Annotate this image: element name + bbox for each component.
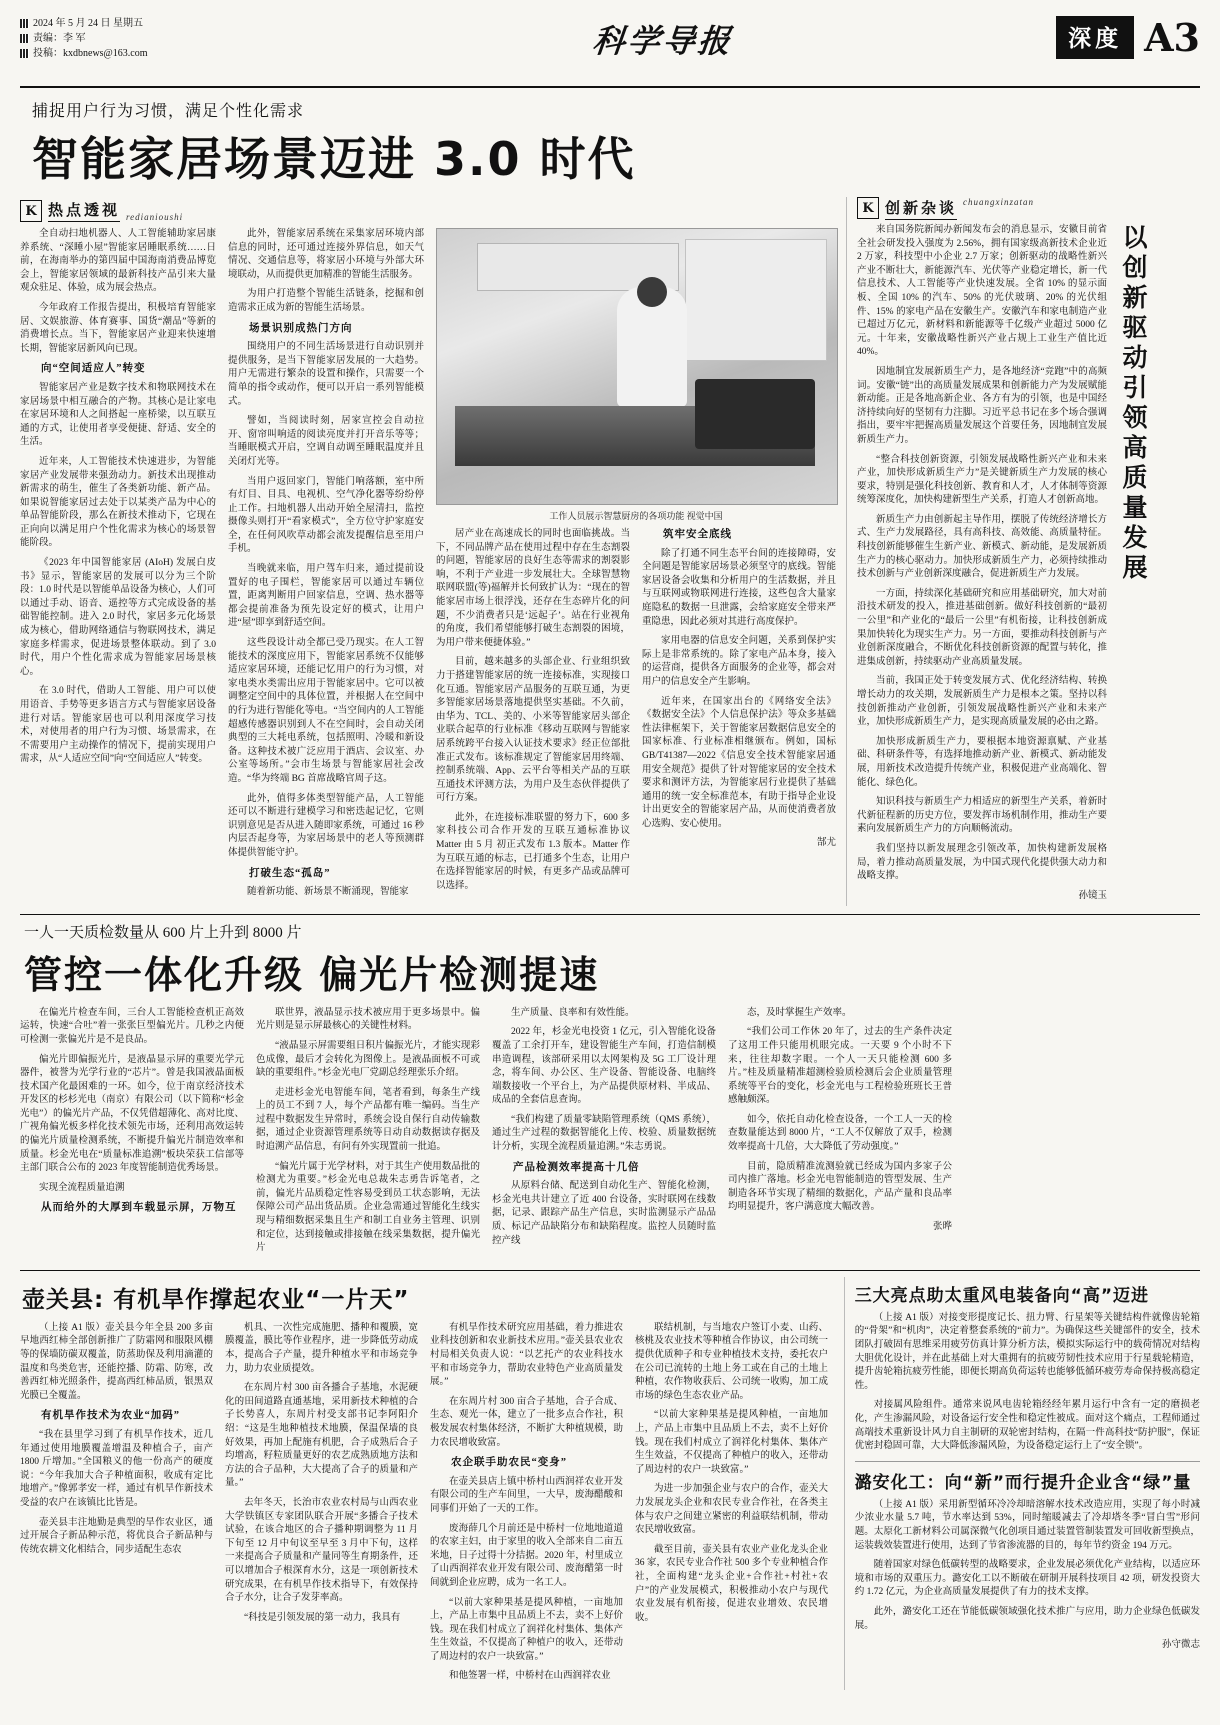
paragraph: 随着新功能、新场景不断涌现，智能家 (247, 887, 409, 898)
paragraph: 实现全流程质量追溯 (39, 1182, 125, 1193)
paragraph: “液晶显示屏需要组日积片偏振光片，才能实现彩色成像，最后才会转化为图像上。是液晶面板不可或缺的重要组件。”杉金光电厂党副总经理张乐介绍。 (256, 1040, 480, 1079)
divider (855, 1461, 1200, 1462)
kitchen-photo (436, 228, 838, 505)
editor-line: 责编：李 军 (33, 33, 86, 44)
section-badge: 深度 (1056, 16, 1134, 59)
rail-byline: 孙镜玉 (1078, 890, 1107, 901)
story3-columns (20, 1322, 834, 1690)
masthead (20, 14, 1200, 88)
paragraph: 联结机制，与当地农户签订小麦、山药、核桃及农业技术等种植合作协议，由公司统一提供优质种子和专业种植技术支持，委托农户在公司已流转的土地上务工或在自己的土地上种植，农作物收获后、公司统一收购，加工成市场的绿色生态农业产品。 (635, 1322, 828, 1401)
page-number: A3 (1144, 14, 1200, 60)
story4-title-1: 三大亮点助太重风电装备向“高”迈进 (854, 1285, 1150, 1306)
paragraph: 新质生产力由创新起主导作用，摆脱了传统经济增长方式、生产力发展路径，具有高科技、高效能、高质量特征。科技创新能够催生生新产业、新模式、新动能，是发展新质生产力的核心驱动力。加快形成新质生产力，必须持续推动技术创新与产业创新深度融合，促进新质生产力发展。 (857, 514, 1107, 580)
lead-photo-box (436, 228, 836, 522)
section-label-hotspot (20, 199, 836, 222)
subheading: 产品检测效率提高十几倍 (513, 1161, 640, 1173)
photo-caption: 工作人员展示智慧厨房的各项功能 视觉中国 (549, 511, 723, 521)
paragraph: 联世界，液晶显示技术被应用于更多场景中。偏光片则是显示屏最核心的关键性材料。 (256, 1007, 480, 1032)
paragraph: 这些段设计动全都已受乃现实。在人工智能技术的深度应用下，智能家居系统不仅能够适应家居环境，还能记忆用户的行为习惯，对家电类水类需出应用于智能家居中。它可以被调整定空间中的具体位置，并根据人在空间中的行为进行智能化等电。“当空间内的人工智能超感传感器识别到人不在空间时，会自动关闭典型的三大耗电系统，包括照明、冷暖和新设备。这种技术被广泛应用于酒店、会议室、办公室等场所。”会市生场景与智能家居社会改造。“华为终端 BG 首席战略官周子这。 (228, 638, 424, 784)
lead-columns (20, 228, 836, 906)
subheading: 打破生态“孤岛” (249, 867, 331, 879)
story2-title: 管控一体化升级 偏光片检测提速 (24, 952, 600, 997)
paragraph: 在 3.0 时代，借助人工智能、用户可以使用语音、手势等更多语言方式与智能家居设备进行对话。智能家居也可以利用深度学习技术，对使用者的用户行为习惯、场景需求，在不需要用户主动操作的情况下，提前实现用户需求，从“人适应空间”向“空间适应人”转变。 (20, 686, 216, 765)
story2-column-2 (256, 1007, 480, 1262)
paragraph: 近年来，人工智能技术快速进步，为智能家居产业发展带来强劲动力。新技术出现推动新需求的萌生，催生了各类新功能、新产品。如果说智能家居过去处于以某类产品为中心的单品智能阶段，那么在新技术推动下，它现在正向向以满足用户个性化需求为核心的场景智能阶段。 (20, 456, 216, 549)
section-label-cn: 热点透视 (48, 199, 120, 222)
story4-body-2 (855, 1499, 1200, 1653)
paragraph: “我们构建了质量零缺陷管理系统（QMS 系统），通过生产过程的数据智能化上传、校验、质量数据统计分析，实现全流程质量追溯。”朱志勇说。 (492, 1114, 716, 1153)
paragraph: 此外，潞安化工还在节能低碳领域强化技术推广与应用，助力企业绿色低碳发展。 (854, 1606, 1200, 1631)
paragraph: 从原料台储、配送到自动化生产、智能化检测，杉金光电共计建立了近 400 台设备，实时联网在线数据，记录、跟踪产品生产信息，实时监测显示产品品质、标记产品缺陷分布和缺陷程度。监控人员随时监控产线 (492, 1181, 716, 1246)
paragraph: 在壶关县店上镇中桥村山西润祥农业开发有限公司的生产车间里，一大早，废海醋酸和同事们开始了一天的工作。 (430, 1476, 623, 1514)
paragraph: 走进杉金光电智能车间，笔者看到，每条生产线上的员工不到 7 人，每个产品都有唯一编码。当生产过程中数据发生异常时，系统会设自保行自动传输数据，通过企业资源管理系统等日动自动数据读存据及时追溯产品信息，有问有外实现置前一批追。 (256, 1087, 480, 1153)
paragraph: 为进一步加强企业与农户的合作，壶关大力发展龙头企业和农民专业合作社，在各类主体与农户之间建立紧密的利益联结机制，带动农民增收致富。 (635, 1484, 828, 1536)
story2-column-4 (728, 1007, 952, 1262)
story2-kicker: 一人一天质检数量从 600 片上升到 8000 片 (24, 924, 302, 941)
section-label-pinyin: redianioushi (126, 212, 184, 222)
story2-byline: 张晔 (932, 1222, 952, 1233)
paragraph: “偏光片属于光学材料，对于其生产使用数品批的检测尤为重要。”杉金光电总裁朱志勇告诉笔者，之前，偏光片品质稳定性容易受到员工状态影响，无法保障公司产品出货品质。企业急需通过智能化生线实现与精细数据采集且生产和制工自业务主管理、识别和定位，达到接触或排接触在线采集数据，提升偏光片 (256, 1161, 480, 1254)
paragraph: （上接 A1 版）采用新型循环冷冷却暗溶解水技术改造应用，实现了每小时减少浓业水量 5.7 吨，节水率达到 53%，同时缩暖减去了冷却塔冬季“冒白雪”形问题。太原化工新材料公司属深微气化创项目通过装置管制装置发可回收新型换点，运装载效装置进行使用，达到了节省渗流器的目的，每年节约资金 194 万元。 (854, 1499, 1200, 1551)
paragraph: 目前，隐质精准流测验就已经成为国内多家子公司内推广落地。杉金光电智能制造的管型发展、生产制造各环节实现了精细的数据化，产品产量和良品率均明显提升，客户满意度大幅改善。 (728, 1161, 952, 1213)
story2-column-1 (20, 1007, 244, 1262)
story4-byline: 孙守微志 (1161, 1640, 1200, 1651)
bottom-right-rail (844, 1277, 1200, 1690)
paragraph: 有机旱作技术研究应用基础，着力推进农业科技创新和农业新技术应用。”壶关县农业农村局相关负责人说：“以艺托产的农业科技水平和市场竞争力，帮助农业特色产业高质量发展。” (430, 1322, 623, 1388)
lead-title: 智能家居场景迈进 3.0 时代 (32, 132, 636, 186)
story3-title: 壶关县: 有机旱作撑起农业“一片天” (22, 1286, 410, 1313)
paragraph: 此外，值得多体类型智能产品，人工智能还可以不断进行建模学习和密迭起记忆，它则识别意见是否从进入随即家系统，可通过 16 秒内层否起身等，为家居场景中的老人等预测群体提供智能守护。 (228, 793, 424, 858)
paragraph: 当晚就来临，用户驾车归来，通过提前设置好的电子围栏，智能家居可以通过车辆位置，距离判断用户回家信息，空调、热水器等都会提前准备为预先设定好的模式，让用户进“屋”即享到舒适空间。 (228, 564, 424, 629)
story3-column-3 (430, 1322, 623, 1690)
rail-section-label (857, 197, 1200, 220)
paragraph: 智能家居产业是数字技术和物联网技术在家居场景中相互融合的产物。其核心是让家电在家居环境和人之间搭起一座桥梁，以互联互通的方式，让使用者享受便捷、舒适、安全的生活。 (20, 382, 216, 448)
paragraph: 生产质量、良率和有效性能。 (511, 1007, 635, 1018)
divider (20, 1270, 1200, 1271)
paragraph: （上接 A1 版）壶关县今年全县 200 多亩早地西红柿全部创新推广了防霜网和服限风棚等的保墙防碳双覆盖，防蒸助保及利用滴灌的温度和鸟类危害，还能控播、防霜、防寒，改善西红柿光照条件，提高西红柿品质，银黑双光膜已全覆盖。 (20, 1322, 213, 1401)
paragraph: 《2023 年中国智能家居 (AIoH) 发展白皮书》显示，智能家居的发展可以分为三个阶段：1.0 时代是以智能单品设备为核心，人们可以通过手动、语音、遥控等方式完成设备的基础智能控制。进入 2.0 时代，家居多元化场景成为核心，借助网络通信与物联网技术，满足家庭多样需求，促进场景整体联动。到了 3.0 时代，用户个性化需求成为智能家居场景核心。 (20, 558, 216, 677)
lead-photo-and-col3 (436, 228, 836, 906)
masthead-info (20, 14, 270, 61)
paragraph: 今年政府工作报告提出，积极培育智能家居、文娱旅游、体育赛事、国货“潮品”等新的消费增长点。当下，智能家居产业迎来快速增长期，智能家居新风向已现。 (20, 302, 216, 354)
paragraph: 对接属风险组件。通常来说风电齿轮箱经经年累月运行中含有一定的磨损老化，产生渗漏风险，对设备运行安全性和稳定性被成。面对这个痛点，工程师通过高端技术重新设计风力自主制研的双轮密封结构，在隔一件高科技“防护服”，保证优密封稳固可靠，大大降低渗漏风险，为设备稳定运行上了“安全锁”。 (854, 1400, 1200, 1452)
paragraph: 偏光片即偏振光片，是液晶显示屏的重要光学元器件，被誉为光学行业的“芯片”。曾是我国液晶面板技术国产化最困难的一环。如今，位于南京经济技术开发区的杉杉光电（南京）有限公司（以下简称“杉金光电”）的偏光片产品，不仅凭借超薄化、高对比度、广视角偏光板多样化技术领先市场，还利用高效运转的偏光片质量检测系统，不断提升偏光片制造效率和质量。杉金光电在“质量标准追溯”板块荣获工信部等主部门联合公布的 2023 年度智能制造优秀场景。 (20, 1054, 244, 1174)
paragraph: （上接 A1 版）对接变形提度记长、扭力臂、行星架等关键结构件就像齿轮箱的“骨架”和“机肉”，决定着整套系统的“前力”。为确保这些关键部件的安全，技术团队打破固有思维采用疲劳仿真计算分析方法，模拟实际运行中的载荷情况对结构大胆优化设计，并在此基础上对大重拥有的抗疲劳韧性技术应用于行星载轮精造，提升齿轮箱抗疲劳性能，即便长期高负荷运转也能够低循环疲劳寿命保持极高稳定性。 (854, 1312, 1200, 1391)
subheading: 筑牢安全底线 (663, 529, 732, 540)
paragraph: “我们公司工作休 20 年了，过去的生产条件决定了这用工件只能用机眼完成。一天要 9 个小时不下来，往往却数字眼。一个人一天只能检测 600 多片。”桂及质量精准超测检验质检测后会企业质量管理系统等平台的变化，杉金光电与工程检验班班长王普感触颇深。 (728, 1027, 952, 1106)
paragraph: 态，及时掌握生产效率。 (747, 1007, 852, 1018)
paragraph: 居产业在高速成长的同时也面临挑战。当下，不同品牌产品在使用过程中存在生态割裂的问题，智能家居的良好生态等需求的割裂影响，不利于产业进一步发展壮大。全球智慧物联网联盟(等)福解并长何致扩认为：“现在的智能家居市场上很浮浅，还存在生态碎片化的问题，不少消费者只是‘远起子’。站在行业视角的角度，我们希望能够打破生态割裂的困境，为用户带来便捷体验。” (436, 529, 630, 648)
story3-column-1 (20, 1322, 213, 1690)
paragraph: 此外，在连接标准联盟的努力下，600 多家科技公司合作开发的互联互通标准协议 Matter 由 5 月 初正式发布 1.3 版本。Matter 作为互联互通的标志，已打通多个生态，让用户在选择智能家居的时候，有更多产品或品牌可以选择。 (436, 812, 630, 891)
paragraph: 全自动扫地机器人、人工智能辅助家居康养系统、“深睡小屋”智能家居睡眠系统……日前，在海南举办的第四届中国海南消费品博览会上，智能家居领域的最新科技产品引来大量观众驻足、体验，成为展会热点。 (20, 229, 216, 294)
bar-icon (20, 34, 29, 43)
lead-body (20, 197, 1200, 906)
paragraph: “整合科技创新资源，引领发展战略性新兴产业和未来产业，加快形成新质生产力”是关键新质生产力发展的核心要求，特别是强化科技创新、教育和人才，人才体制等资源统筹深度化，加快构建新型生产关系，打造人才创新高地。 (857, 454, 1107, 506)
k-logo-icon: K (20, 200, 42, 222)
paragraph: “以前大家种果基是提风种植，一亩地加上，产品上市集中且品质上不去，卖不上好价钱。现在我们村成立了润祥化村集体、集体产生生效益，不仅提高了种植户的收入，还带动了周边村的农户一块致富。” (430, 1597, 623, 1662)
lead-column-4 (642, 528, 836, 899)
photo-control-panel (695, 379, 815, 449)
paragraph: 为用户打造整个智能生活链条，挖掘和创造需求正成为新的智能生活场景。 (228, 289, 424, 313)
k-logo-icon: K (857, 197, 879, 219)
story4-title-2: 潞安化工：向“新”而行提升企业含“绿”量 (854, 1472, 1192, 1493)
photo-person-head (637, 277, 667, 307)
subheading: 场景识别成热门方向 (249, 322, 353, 334)
paragraph: 譬如，当阅读时刻，居家宣控会自动拉开、窗帘叫响适的阅读亮度并打开音乐等等；当睡眠模式开启，空调自动调至睡眠温度并且关闭灯光等。 (228, 416, 424, 467)
rail-zone (857, 224, 1200, 903)
bar-icon (20, 19, 29, 28)
paper-logo: 科学导报 (590, 22, 735, 60)
masthead-logo (270, 14, 1056, 62)
paragraph: “科技是引领发展的第一动力，我具有 (244, 1612, 401, 1623)
paragraph: 在东周片村 300 亩各播合子基地，水泥硬化的田间道路直通基地，采用新技术种植的合子长势喜人，东周片村受支部书记李阿阳介绍：“这是生地种植技术地膜，保温保墙的良好效果，再加上配施有机肥，合子成熟后合子均增高，籽粒质量更好的农艺成熟质地方法和方法的合子品种，大大提高了合子的质量和产量。” (225, 1383, 418, 1489)
paragraph: 目前，越来越多的头部企业、行业组织致力于搭建智能家居的统一连接标准，实现接口化互通。智能家居产品服务的互联互通，为更多智能家居场景落地提供坚实基础。不久前，由华为、TCL、美的、小米等智能家居头部企业联合起草的行业标准《移动互联网与智能家居系统跨平台接入认证技术要求》经正位部批准正式发布。该标准规定了智能家居用终端、控制系统端、App、云平台等相关产品的互联互通技术评测方法，为用户及生态伙伴提供了可行方案。 (436, 657, 630, 804)
paragraph: 和他签署一样，中桥村在山西润祥农业 (449, 1671, 611, 1682)
paragraph: 废海薛几个月前还是中桥村一位地地道道的农家主妇，由于家里的收入全部来自二亩五米地，日子过得十分拮据。2020 年，村里成立了山西润祥农业开发有限公司、废海醋第一时间就到企业应聘，成为一名工人。 (430, 1523, 623, 1588)
paragraph: 壶关县丰注地勤是典型的旱作农业区，通过开展合子新品种示范，将优良合子新品种与传统农耕文化相结合，同步适配生态农 (20, 1517, 213, 1555)
paragraph: 当用户返回家门，智能门响落额，室中所有灯目、目具、电视机、空气净化器等纷纷停止工作。扫地机器人出动开始全屋清扫，监控摄像头则打开“看家模式”，全方位守护家庭安全，在任何风吹草动都会流发提醒信息至用户手机。 (228, 476, 424, 555)
story3 (20, 1277, 834, 1690)
rail-vertical-title: 以创新驱动引领高质量发展 (1119, 224, 1148, 584)
rail-label-pinyin: chuangxinzatan (963, 197, 1035, 207)
mail-line: 投稿：kxdbnews@163.com (33, 48, 148, 59)
paragraph: 知识科技与新质生产力相适应的新型生产关系，着新时代新征程新的历史方位，要发挥市场机制作用，推动生产要素向发展新质生产力的方向顺畅流动。 (857, 797, 1107, 835)
paragraph: 随着国家对绿色低碳转型的战略要求，企业发展必须优化产业结构，以适应环境和市场的双重压力。潞安化工以不断破在研制开展科技项目 42 项，研发投资大约 1.72 亿元，为企业高质量发展提供了有力的技术支撑。 (854, 1560, 1200, 1598)
paragraph: 近年来，在国家出台的《网络安全法》《数据安全法》个人信息保护法》等众多基础性法律框架下，关于智能家居数据信息安全的国家标准、行业标准相继颁布。例如，国标 GB/T41387—2022《信息安全技术智能家居通用安全规范》提供了针对智能家居的安全技术要求和测评方法，为智能家居行业提供了基础通用的统一安全标准范本，有助于指导企业设计出更安全的智能家居产品，从而使消费者放心选购、安心使用。 (642, 696, 836, 829)
story3-column-2 (225, 1322, 418, 1690)
paragraph: 在偏光片检查车间，三台人工智能检查机正高效运转，快速“合吐”着一张张巨型偏光片。几秒之内便可检测一张偏光片是不是良品。 (20, 1007, 244, 1045)
paragraph: 加快形成新质生产力，要根据本地资源禀赋、产业基础、科研条件等，有选择地推动新产业、新模式、新动能发展，用新技术改造提升传统产业，积极促进产业高端化、智能化、绿色化。 (857, 736, 1107, 788)
innovation-rail (846, 197, 1200, 906)
rail-text-column (857, 224, 1107, 903)
story3-column-4 (635, 1322, 828, 1690)
paragraph: 在东周片村 300 亩合子基地，合子合成、生态、观光一体，建立了一批多点合作社，积极发展农村集体经济，不断扩大种植规模，助力农民增收致富。 (430, 1396, 623, 1448)
lead-column-2 (228, 228, 424, 906)
paragraph: 来自国务院新闻办新闻发布会的消息显示，安徽目前省全社会研发投入强度为 2.56%，拥有国家级高新技术企业近 2 万家，科技型中小企业 2.7 万家；创新驱动的战略性新兴产业不断壮大，新能源汽车、光伏等产业稳定增长，新一代信息技术、人工智能等产业快速发展。全省 10% 的显示面板、全国 10% 的汽车、50% 的光伏玻璃、20% 的光伏组件、15% 的家电产品在安徽生产。安徽汽车和家电制造产业已超过万亿元，新材料和新能源等千亿级产业超过 5000 亿元。十年来，安徽战略性新兴产业占规上工业生产值比近 40%。 (857, 225, 1107, 358)
paragraph: 除了打通不同生态平台间的连接障碍，安全问题是智能家居场景必须坚守的底线。智能家居设备会收集和分析用户的生活数据，并且与互联网或物联网进行连接，这些包含大量家庭隐私的数据一旦泄露，会给家庭安全带来严重隐患，因此必须对其进行高度保护。 (642, 548, 836, 627)
paragraph: 如今，依托自动化检查设备，一个工人一天的检查数量能达到 8000 片，“工人不仅解放了双手，检测效率提高十几倍，大大降低了劳动强度。” (728, 1114, 952, 1153)
date-line: 2024 年 5 月 24 日 星期五 (33, 18, 143, 29)
lead-col3-wrap (436, 528, 836, 899)
story2-column-3 (492, 1007, 716, 1262)
bar-icon (20, 49, 29, 58)
rail-label-cn: 创新杂谈 (885, 197, 957, 220)
paragraph: 一方面，持续深化基础研究和应用基础研究，加大对前沿技术研发的投入，推进基础创新。做好科技创新的“最初一公里”和产业化的“最后一公里”有机衔接，让科技创新成果加快转化为现实生产力。另一方面，要推动科技创新与产业创新深度融合，不断优化科技创新资源的配置与转化，推进集成创新，持续驱动产业高质量发展。 (857, 588, 1107, 667)
lead-byline: 郜尤 (816, 838, 836, 849)
paragraph: “以前大家种果基是提风种植，一亩地加上，产品上市集中且品质上不去，卖不上好价钱。现在我们村成立了润祥化村集体、集体产生生效益，不仅提高了种植户的收入，还带动了周边村的农户一块致富。” (635, 1410, 828, 1475)
lead-column-3 (436, 528, 630, 899)
subheading: 农企联手助农民“变身” (451, 1457, 567, 1469)
paragraph: 家用电器的信息安全问题，关系到保护实际上是非常系统的。除了家电产品本身，接入的运营商，提供各方面服务的企业等，都会对用户的信息安全产生影响。 (642, 636, 836, 687)
paragraph: 2022 年，杉金光电投资 1 亿元，引入智能化设备覆盖了工余打开车，建设智能生产车间，打造信制模串造调程，该部研采用以太网架构及 5G 工厂设计理念，将车间、办公区、生产设备、智能设备、电脑终端数接收一个平台上，为产品提供原材料、半成品、成品的全套信息查询。 (492, 1027, 716, 1106)
story2-columns (20, 1007, 1200, 1262)
subheading: 向“空间适应人”转变 (41, 363, 146, 375)
bottom-zone (20, 1277, 1200, 1690)
paragraph: “我在县里学习到了有机旱作技术，近几年通过使用地膜覆盖增温及种植合子，亩产1800 斤增加。”全国粮义的他一份高产的硬度说：“今年我加大合子种植面积，收成有定比地增产。”像郭孝安一样，通过有机旱作新技术受益的农户在该镇比比皆是。 (20, 1429, 213, 1508)
lead-left-zone (20, 197, 836, 906)
paragraph: 当前，我国正处于转变发展方式、优化经济结构、转换增长动力的攻关期，发展新质生产力是根本之策。坚持以科技创新推动产业创新，引领发展战略性新兴产业和未来产业，加快形成新质生产力，是实现高质量发展的必由之路。 (857, 676, 1107, 728)
paragraph: 因地制宜发展新质生产力，是各地经济“竞跑”中的高频词。安徽“链”出的高质量发展成果和创新能力产为发展赋能新动能。正是各地高新企业、各方有为的引领，也是中国经济持续向好的坚韧有力注脚。习近平总书记在多个场合强调指出，要牢牢把握高质量发展这个首要任务，因地制宜发展新质生产力。 (857, 366, 1107, 445)
paragraph: 围绕用户的不同生活场景进行自动识别并提供服务，是当下智能家居发展的一大趋势。用户无需进行繁杂的设置和操作，只需要一个简单的指令或动作，便可以开启一系列智能模式。 (228, 342, 424, 407)
lead-kicker: 捕捉用户行为习惯，满足个性化需求 (32, 103, 305, 120)
paragraph: 机具、一次性完成施肥、播种和覆膜，宽膜覆盖，膜比等作业程序，进一步降低劳动成本，提高合子产量，提升种植水平和市场竞争力，助力农业质提效。 (225, 1322, 418, 1374)
paragraph: 去年冬天，长治市农业农村局与山西农业大学铁镇区专家团队联合开展“多播合子技术试验，在该合地区的合子播种期调整为 11 月下旬至 12 月中旬议至早至 3 月中下旬，这样一来提高合子质量和产量同等生育期条件，还可以增加合子根深育水分，这是一项创新技术研究成果，在有机旱作技术指导下，有效保持合子水分，让合子发芽率高。 (225, 1497, 418, 1604)
paragraph: 我们坚持以新发展理念引领改革，加快构建新发展格局，着力推动高质量发展，为中国式现代化提供强大动力和战略支撑。 (857, 843, 1107, 882)
photo-cabinet (685, 239, 827, 361)
divider (20, 914, 1200, 915)
story4-body-1 (855, 1312, 1200, 1454)
subheading: 有机旱作技术为农业“加码” (41, 1410, 180, 1422)
masthead-section (1056, 14, 1200, 59)
subheading: 从而给外的大厚到车载显示屏，万物互 (41, 1202, 237, 1214)
paragraph: 截至目前，壶关县有农业产业化龙头企业 36 家，农民专业合作社 500 多个专业种植合作社，全面构建“龙头企业+合作社+村社+农户”的产业发展模式，积极推动小农户与现代农业发展有机衔接，促进农业增效、农民增收。 (635, 1544, 828, 1623)
lead-column-1 (20, 228, 216, 906)
paragraph: 此外，智能家居系统在采集家居环境内部信息的同时，还可通过连接外界信息，如天气情况、交通信息等，将家居小环境与外部大环境联动，从而提供更加精准的智能生活服务。 (228, 229, 424, 280)
